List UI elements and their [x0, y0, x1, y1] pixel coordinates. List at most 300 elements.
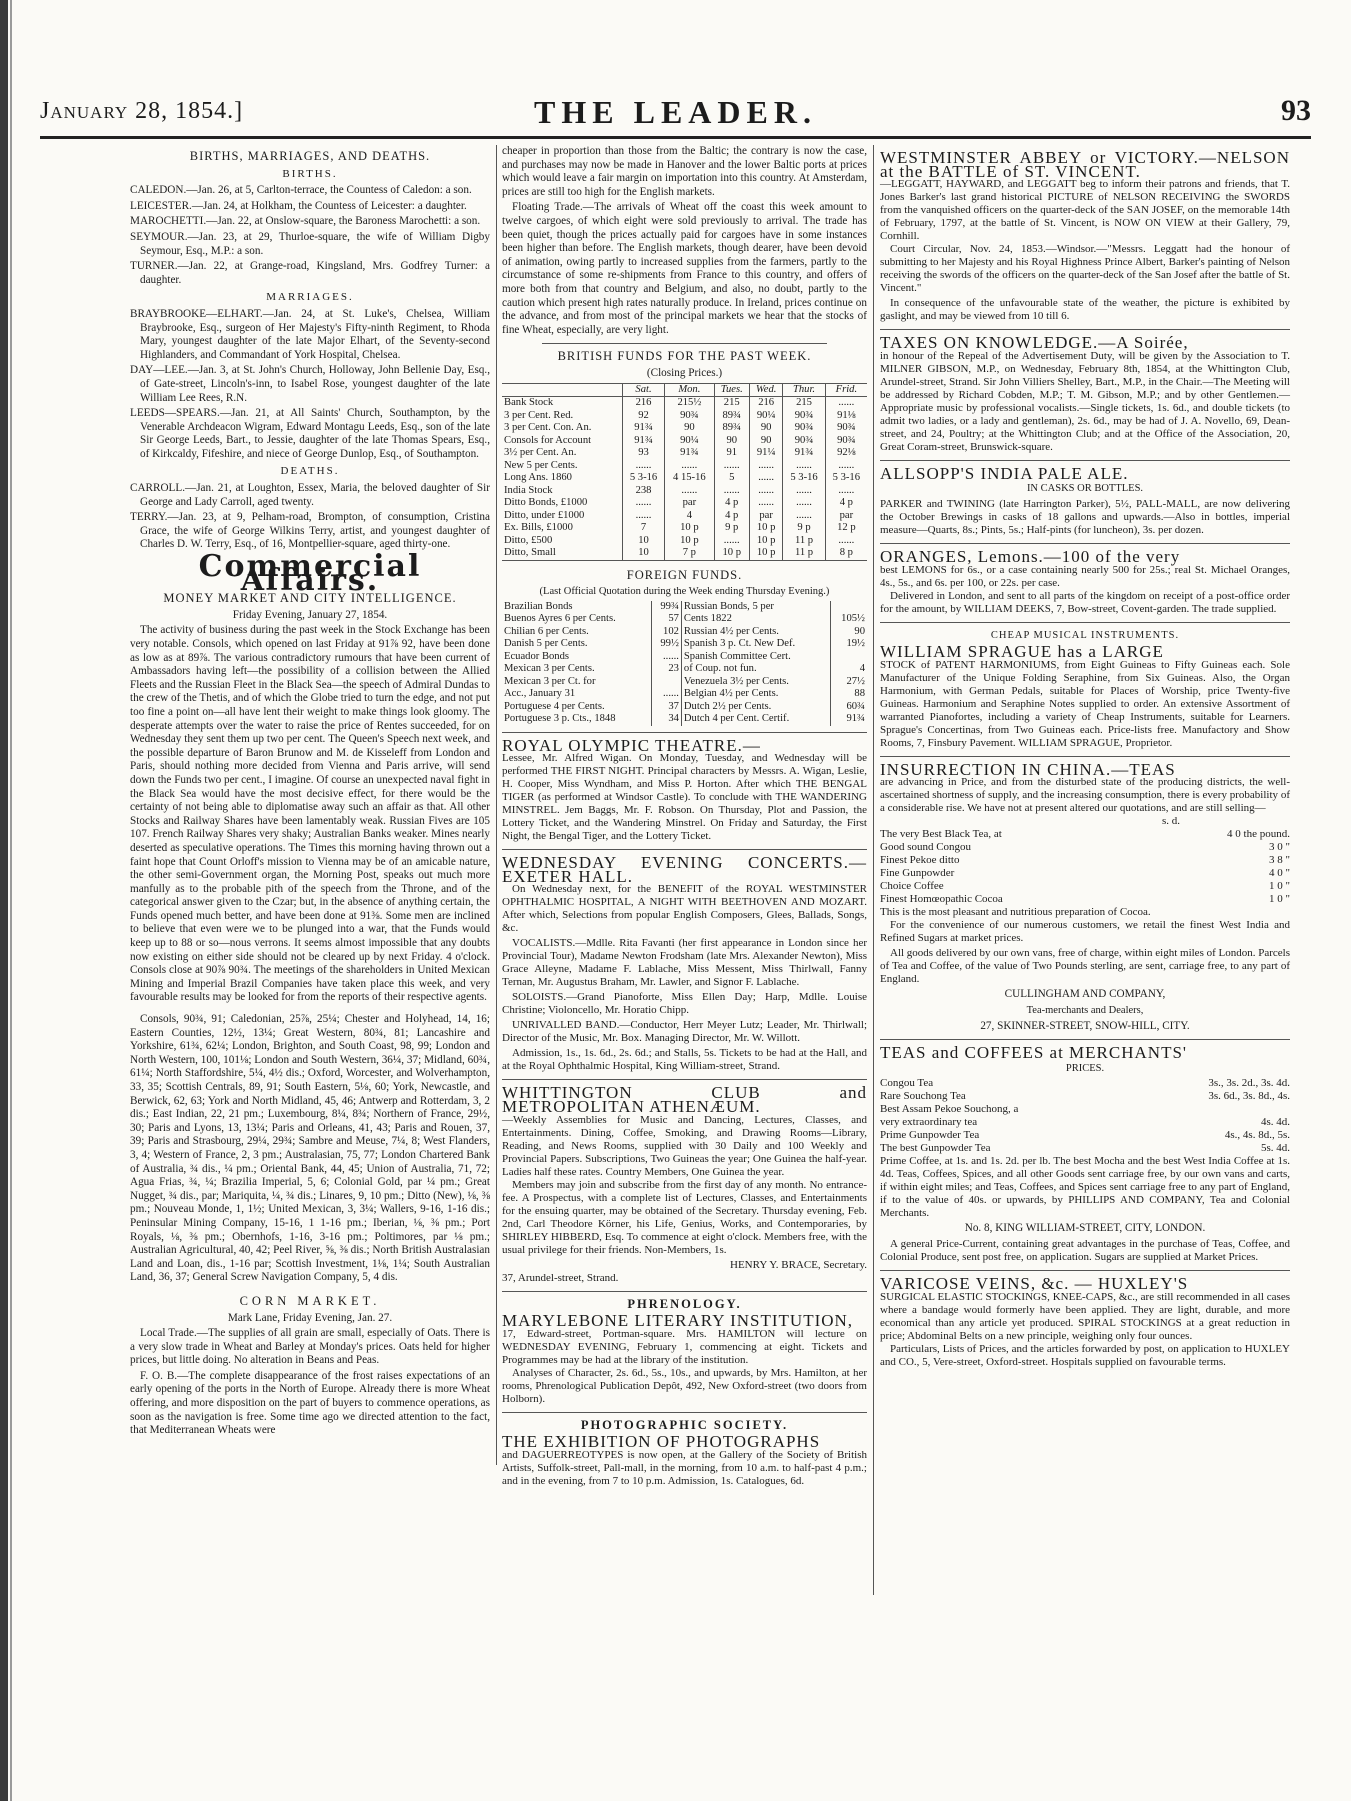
british-funds-subheading: (Closing Prices.): [646, 366, 723, 379]
corn-paragraph: Local Trade.—The supplies of all grain are small, especially of Oats. There is a very slow trade in Wheat and Barley at Monday's prices. Oats held for higher prices, but little doing. No alteration in Beans and Peas.: [130, 1327, 490, 1367]
ad-heading: PHOTOGRAPHIC SOCIETY.: [580, 1417, 789, 1432]
table-row: [502, 485, 867, 498]
table-cell: 4 p: [714, 510, 749, 523]
table-cell: 11 p: [783, 547, 825, 560]
table-cell: ......: [714, 535, 749, 548]
column-divider: [496, 145, 497, 1465]
table-cell: ......: [651, 651, 681, 664]
ad-heading: PHRENOLOGY.: [627, 1296, 742, 1311]
table-column-header: Tues.: [714, 383, 749, 397]
binding-edge-line: [10, 0, 12, 1801]
china-price-list: [880, 828, 1290, 906]
table-cell: Mexican 3 per Ct. for: [502, 676, 651, 689]
table-cell: 215: [714, 397, 749, 410]
company-address: 27, SKINNER-STREET, SNOW-HILL, CITY.: [980, 1019, 1190, 1032]
table-cell: Ditto, Small: [504, 547, 556, 558]
table-cell: 10 p: [749, 522, 782, 535]
table-cell: ......: [825, 485, 867, 498]
ad-title: ALLSOPP'S INDIA PALE ALE.: [880, 463, 1129, 483]
price-row: [880, 854, 1290, 867]
table-cell: 89¾: [714, 410, 749, 423]
table-cell: 10 p: [665, 522, 714, 535]
table-cell: 7: [622, 522, 664, 535]
ad-body: All goods delivered by our own vans, free of charge, within eight miles of London. Parcels of Tea and Coffee, of the value of Two Pounds sterling, are sent, carriage free, to any part of England.: [880, 947, 1290, 986]
separator: [880, 1270, 1290, 1271]
table-cell: 5 3-16: [825, 472, 867, 485]
table-cell: ......: [714, 485, 749, 498]
table-cell: Brazilian Bonds: [502, 601, 651, 614]
ad-signature: HENRY Y. BRACE, Secretary.: [730, 1258, 867, 1271]
ad-allsopp-ale: [880, 463, 1290, 537]
table-cell: 10 p: [714, 547, 749, 560]
table-cell: Venezuela 3½ per Cents.: [681, 676, 830, 689]
table-column-header: Sat.: [622, 383, 664, 397]
table-cell: 90¾: [825, 435, 867, 448]
table-cell: Consols for Account: [504, 434, 592, 446]
column-2: [502, 145, 867, 1488]
table-cell: ......: [749, 485, 782, 498]
table-cell: 10: [622, 535, 664, 548]
ad-body: Analyses of Character, 2s. 6d., 5s., 10s., and upwards, by Mrs. Hamilton, at her rooms, Phrenological Publication Depôt, 492, New Oxford-street (two doors from Holborn).: [502, 1366, 867, 1405]
table-cell: of Coup. not fun.: [681, 663, 830, 676]
table-cell: 3 per Cent. Red.: [504, 409, 574, 421]
table-cell: 90¼: [749, 410, 782, 423]
price-item: Finest Pekoe ditto: [880, 854, 960, 867]
price-item: Finest Homœopathic Cocoa: [880, 893, 1003, 906]
table-cell: Dutch 4 per Cent. Certif.: [681, 713, 830, 726]
ad-title: TAXES ON KNOWLEDGE.—A Soirée,: [880, 333, 1189, 353]
birth-entry: LEICESTER.—Jan. 24, at Holkham, the Countess of Leicester: a daughter.: [130, 199, 467, 212]
price-value: 4 0 the pound.: [1227, 828, 1290, 841]
table-cell: [651, 676, 681, 689]
table-column-header: Thur.: [783, 383, 825, 397]
ad-body: SOLOISTS.—Grand Pianoforte, Miss Ellen Day; Harp, Mdlle. Louise Christine; Violoncello, Mr. Horatio Chipp.: [502, 991, 867, 1017]
floating-trade-paragraph: Floating Trade.—The arrivals of Wheat off the coast this week amount to twelve cargoes, of which eight were sold previously to arrival. The trade has been quiet, though the prices actually paid for cargoes have in some instances been higher than before. The English markets, though dearer, have been devoid of animation, owing partly to increased supplies from the farmers, partly to the circumstance of some re-shipments from France to this country, and offers of more both from that country and Belgium, and also, no doubt, partly to the caution which present high rates naturally produce. In Ireland, prices continue on the advance, and from most of the principal markets we hear that the stocks of fine Wheat, especially, are very light.: [502, 201, 867, 336]
table-cell: 91: [714, 447, 749, 460]
price-item: Good sound Congou: [880, 841, 972, 854]
table-row: [502, 663, 867, 676]
table-cell: 4 p: [714, 497, 749, 510]
corn-dateline: Mark Lane, Friday Evening, Jan. 27.: [227, 1311, 393, 1324]
ad-body: are advancing in Price, and from the disturbed state of the producing districts, the well-ascertained shortness of supply, and the increasing consumption, there is every probability of a considerable rise. We have not at present altered our quotations, and are still selling—: [880, 776, 1290, 815]
table-row: [502, 535, 867, 548]
foreign-funds-body: [502, 601, 867, 726]
corn-market-heading: CORN MARKET.: [239, 1293, 381, 1308]
issue-date: January 28, 1854.]: [40, 98, 244, 124]
table-column-header: Wed.: [749, 383, 782, 397]
birth-entry: MAROCHETTI.—Jan. 22, at Onslow-square, the Baroness Marochetti: a son.: [130, 215, 481, 228]
table-column-header: [502, 383, 622, 397]
company-description: Tea-merchants and Dealers,: [1026, 1004, 1144, 1016]
price-value: 3 0 ": [1269, 841, 1290, 854]
table-row: [502, 422, 867, 435]
ad-title: VARICOSE VEINS, &c. — HUXLEY'S: [880, 1273, 1189, 1293]
table-cell: Bank Stock: [504, 397, 554, 408]
table-cell: Portuguese 4 per Cents.: [502, 701, 651, 714]
table-cell: ......: [622, 497, 664, 510]
table-row: [502, 701, 867, 714]
ad-body: A general Price-Current, containing great advantages in the purchase of Teas, Coffee, and Colonial Produce, sent post free, on application. Sugars are supplied at Market Prices.: [880, 1237, 1290, 1263]
table-cell: Ecuador Bonds: [502, 651, 651, 664]
table-row: [502, 510, 867, 523]
ad-body: Delivered in London, and sent to all parts of the kingdom on receipt of a post-office order for the amount, by WILLIAM DEEKS, 7, Bow-street, Covent-garden. The trade supplied.: [880, 589, 1290, 615]
british-funds-table: [502, 383, 867, 561]
marriage-entry: DAY—LEE.—Jan. 3, at St. John's Church, Holloway, John Bellenie Day, Esq., of Gate-street, Lincoln's-inn, to Isabel Rose, youngest daughter of the late William Lee Rees, R.N.: [130, 364, 490, 404]
table-cell: 91⅛: [825, 410, 867, 423]
ad-body: SURGICAL ELASTIC STOCKINGS, KNEE-CAPS, &c., are still recommended in all cases where a bandage would formerly have been applied. They are light, durable, and more economical than any article yet produced. SPIRAL STOCKINGS at a great reduction in price; Abdominal Belts on a new principle, weighing only four ounces.: [880, 1290, 1290, 1342]
separator: [880, 1039, 1290, 1040]
ad-title: MARYLEBONE LITERARY INSTITUTION,: [502, 1311, 854, 1331]
table-row: [502, 472, 867, 485]
ad-body: best LEMONS for 6s., or a case containing nearly 500 for 25s.; real St. Michael Oranges, 4s., 5s., and 6s. per 100, or 22s. per case.: [880, 563, 1290, 589]
ad-body: Admission, 1s., 1s. 6d., 2s. 6d.; and Stalls, 5s. Tickets to be had at the Hall, and at the Royal Ophthalmic Hospital, King William-street, Strand.: [502, 1047, 867, 1073]
table-row: [502, 601, 867, 614]
table-cell: ......: [783, 497, 825, 510]
table-cell: 34: [651, 713, 681, 726]
ad-sprague-instruments: [880, 629, 1290, 750]
money-dateline: Friday Evening, January 27, 1854.: [232, 608, 388, 621]
table-cell: 23: [651, 663, 681, 676]
separator: [880, 329, 1290, 330]
table-cell: 4 p: [825, 497, 867, 510]
price-item: The very Best Black Tea, at: [880, 828, 1002, 841]
table-cell: 5: [714, 472, 749, 485]
ad-subtitle: IN CASKS OR BOTTLES.: [1026, 483, 1144, 495]
table-cell: 90¾: [783, 410, 825, 423]
cocoa-note: This is the most pleasant and nutritious preparation of Cocoa.: [880, 906, 1151, 919]
newspaper-title: THE LEADER.: [534, 94, 817, 130]
british-funds-body: [502, 397, 867, 561]
table-cell: 92: [622, 410, 664, 423]
tea-price-list: [880, 1077, 1290, 1155]
table-cell: ......: [783, 460, 825, 473]
ad-title: INSURRECTION IN CHINA.—TEAS: [880, 759, 1176, 779]
ad-insurrection-china-teas: [880, 759, 1290, 1033]
separator: [880, 622, 1290, 623]
table-cell: 9 p: [783, 522, 825, 535]
column-divider: [873, 145, 874, 1595]
price-row: [880, 1090, 1290, 1103]
foreign-funds-heading: FOREIGN FUNDS.: [626, 567, 743, 582]
table-cell: 99¾: [651, 601, 681, 614]
table-row: [502, 547, 867, 560]
table-cell: 90: [749, 435, 782, 448]
table-cell: ......: [665, 460, 714, 473]
table-cell: ......: [651, 688, 681, 701]
ad-address: 37, Arundel-street, Strand.: [502, 1271, 619, 1284]
table-cell: 91¾: [622, 422, 664, 435]
ad-body: In consequence of the unfavourable state of the weather, the picture is exhibited by gaslight, and may be viewed from 10 till 6.: [880, 297, 1290, 323]
table-cell: India Stock: [504, 484, 553, 496]
table-cell: 90¾: [825, 422, 867, 435]
table-cell: 91¾: [846, 713, 865, 725]
table-column-header: Mon.: [665, 383, 714, 397]
table-cell: 238: [622, 485, 664, 498]
ad-title: ORANGES, Lemons.—100 of the very: [880, 546, 1181, 566]
births-heading: BIRTHS.: [282, 167, 338, 180]
table-cell: 4 15-16: [665, 472, 714, 485]
separator: [502, 1291, 867, 1292]
company-name: CULLINGHAM AND COMPANY,: [1004, 988, 1166, 1001]
table-row: [502, 460, 867, 473]
ad-title: WILLIAM SPRAGUE has a LARGE: [880, 642, 1164, 662]
table-cell: Cents 1822: [681, 613, 830, 626]
table-cell: ......: [665, 485, 714, 498]
table-cell: 57: [651, 613, 681, 626]
table-row: [502, 613, 867, 626]
table-cell: 10 p: [749, 547, 782, 560]
section-heading-bmd: BIRTHS, MARRIAGES, AND DEATHS.: [189, 149, 431, 163]
table-cell: 8 p: [825, 547, 867, 560]
ad-title: WEDNESDAY EVENING CONCERTS.—EXETER HALL.: [502, 853, 867, 886]
ad-teas-coffees: [880, 1043, 1290, 1264]
price-row: [880, 1077, 1290, 1090]
ad-subtitle: PRICES.: [1065, 1062, 1105, 1074]
marriage-entry: BRAYBROOKE—ELHART.—Jan. 24, at St. Luke's, Chelsea, William Braybrooke, Esq., surgeon of Her Majesty's Fifty-ninth Regiment, to Rhoda Mary, youngest daughter of the late Major Elhart, of the Seventy-second Highlanders, and Commandant of York Hospital, Chelsea.: [130, 307, 490, 361]
table-cell: Portuguese 3 p. Cts., 1848: [502, 713, 651, 726]
table-cell: 7 p: [665, 547, 714, 560]
table-cell: 60¾: [846, 700, 865, 712]
table-cell: Acc., January 31: [502, 688, 651, 701]
share-prices-paragraph: Consols, 90¾, 91; Caledonian, 25⅞, 25¼; Chester and Holyhead, 14, 16; Eastern Counties, 12½, 13¼; Great Western, 80¾, 81; Lancashire and Yorkshire, 61¾, 62¼; London, Brighton, and South Coast, 98, 99; London and North Western, 100, 101⅛; London and South Western, 36¼, 37; Midland, 60¾, 61¼; North Staffordshire, 5¼, 4½ dis.; Oxford, Worcester, and Wolverhampton, 33, 35; Scottish Centrals, 89, 91; South Eastern, 5⅛, 60; York, Newcastle, and Berwick, 62, 63; York and North Midland, 45, 46; Antwerp and Rotterdam, 3, 2 dis.; East Indian, 22, 21 pm.; Luxembourg, 8¼, 8¾; Northern of France, 29½, 30; Paris and Lyons, 13, 13¼; Paris and Orleans, 41, 43; Paris and Rouen, 37, 39; Paris and Strasbourg, 29¼, 29¾; Sambre and Meuse, 7¼, 8; West Flanders, 3, 4; Western of France, 2, 3 pm.; Australasian, 75, 77; London Chartered Bank of Australia, ¾ dis., ¼ pm.; Oriental Bank, 44, 45; Union of Australia, 71, 72; Agua Frias, ¾, ¼; Brazilia Imperial, 5, 6; Colonial Gold, par ¼ pm.; Great Nugget, ¾ dis., par; Mariquita, ¼, ¾ dis.; Linares, 9, 10 pm.; Ditto (New), ⅛, ⅜ pm.; Nouveau Monde, 1, 1½; United Mexican, 3, 3¼; Wallers, 9-16, 1-16 dis.; Peninsular Mining Company, 15-16, 1 1-16 pm.; Iberian, ⅛, ⅜ pm.; Port Royals, ⅛, ⅜ pm.; Obernhofs, 1-16, 3-16 pm.; Poltimores, par ⅛ pm.; Australian Agricultural, 40, 42; Peel River, ⅝, ⅜ dis.; North British Australasian Land and Loan, dis., 1-16 par; Scottish Investment, 1⅛, 1¼; South Australian Land, 36, 37; General Screw Navigation Company, 5, 4 dis.: [130, 1013, 490, 1284]
table-cell: 216: [622, 397, 664, 410]
table-cell: Russian Bonds, 5 per: [681, 601, 830, 614]
table-cell: 90: [749, 422, 782, 435]
table-cell: 37: [651, 701, 681, 714]
table-cell: Dutch 2½ per Cents.: [681, 701, 830, 714]
ad-whittington-club: [502, 1083, 867, 1284]
price-row: [880, 1129, 1290, 1142]
masthead-rule: [40, 136, 1311, 139]
price-column-header: [880, 815, 1290, 828]
table-row: [502, 447, 867, 460]
table-cell: ......: [714, 460, 749, 473]
table-cell: 92⅛: [825, 447, 867, 460]
ad-heading: CHEAP MUSICAL INSTRUMENTS.: [990, 629, 1180, 641]
table-cell: Ditto, under £1000: [504, 509, 585, 521]
price-value: 4s., 4s. 8d., 5s.: [1224, 1129, 1290, 1142]
price-row: [880, 1142, 1290, 1155]
price-unit-label: s. d.: [1161, 815, 1180, 828]
table-row: [502, 397, 867, 410]
price-row: [880, 880, 1290, 893]
separator: [502, 1079, 867, 1080]
table-cell: 90¼: [665, 435, 714, 448]
price-item: Prime Gunpowder Tea: [880, 1129, 980, 1142]
death-entry: TERRY.—Jan. 23, at 9, Pelham-road, Brompton, of consumption, Cristina Grace, the wife of George Wilkins Terry, artist, and youngest daughter of Charles D. W. Terry, Esq., of 16, Montpellier-square, aged thirty-one.: [130, 511, 490, 551]
table-row: [502, 638, 867, 651]
table-row: [502, 410, 867, 423]
ad-body: 17, Edward-street, Portman-square. Mrs. HAMILTON will lecture on WEDNESDAY EVENING, February 1, commencing at eight. Tickets and Programmes may be had at the library of the institution.: [502, 1327, 867, 1366]
table-cell: New 5 per Cents.: [504, 459, 578, 471]
table-cell: 88: [854, 688, 865, 700]
table-cell: Danish 5 per Cents.: [502, 638, 651, 651]
table-cell: ......: [825, 535, 867, 548]
table-cell: 3 per Cent. Con. An.: [504, 422, 592, 433]
corn-paragraph: F. O. B.—The complete disappearance of the frost raises expectations of an early opening of the ports in the North of Europe. Already there is more Wheat offering, and more disposition on the part of buyers to commence operations, as soon as the navigation is free. Some time ago we directed attention to the fact, that Mediterranean Wheats were: [130, 1369, 490, 1437]
ad-photographic-society: [502, 1419, 867, 1488]
price-value: 3 8 ": [1269, 854, 1290, 867]
table-cell: Spanish 3 p. Ct. New Def.: [681, 638, 830, 651]
table-row: [502, 676, 867, 689]
money-market-heading: MONEY MARKET AND CITY INTELLIGENCE.: [163, 591, 457, 606]
table-column-header: Frid.: [825, 383, 867, 397]
table-cell: 10 p: [665, 535, 714, 548]
table-cell: 215: [783, 397, 825, 410]
price-value: 1 0 ": [1269, 893, 1290, 906]
ad-title: ROYAL OLYMPIC THEATRE.—: [502, 735, 761, 755]
table-cell: 91¾: [783, 447, 825, 460]
price-row: [880, 893, 1290, 906]
ad-body: On Wednesday next, for the BENEFIT of the ROYAL WESTMINSTER OPHTHALMIC HOSPITAL, A NIGHT WITH BEETHOVEN AND MOZART. After which, Selections from popular English Composers, Glees, Ballads, Songs, &c.: [502, 883, 867, 935]
ad-body: and DAGUERREOTYPES is now open, at the Gallery of the Society of British Artists, Suffolk-street, Pall-mall, in the morning, from 10 a.m. to half-past 4 p.m.; and in the evening, from 7 to 10 p.m. Admission, 1s. Catalogues, 6d.: [502, 1449, 867, 1488]
table-cell: 90¾: [783, 422, 825, 435]
table-cell: Belgian 4½ per Cents.: [681, 688, 830, 701]
table-cell: 90¾: [665, 410, 714, 423]
separator: [880, 543, 1290, 544]
table-cell: 4: [859, 663, 865, 675]
price-item: Best Assam Pekoe Souchong, a: [880, 1103, 1019, 1116]
table-row: [502, 688, 867, 701]
ad-varicose-veins: [880, 1273, 1290, 1369]
table-cell: par: [825, 510, 867, 523]
price-item: Choice Coffee: [880, 880, 944, 893]
table-row: [502, 497, 867, 510]
table-cell: ......: [783, 510, 825, 523]
price-row: [880, 841, 1290, 854]
corn-continued-paragraph: cheaper in proportion than those from the Baltic; the contrary is now the case, and purchases may now be made in Hanover and the lower Baltic ports at prices which would leave a fair margin on importation into this country. At Amsterdam, prices are still too high for the English markets.: [502, 145, 867, 198]
foreign-funds-table: [502, 601, 867, 726]
death-entry: CARROLL.—Jan. 21, at Loughton, Essex, Maria, the beloved daughter of Sir George and Lady Carroll, aged twenty.: [130, 482, 490, 508]
table-cell: 216: [749, 397, 782, 410]
separator: [502, 1412, 867, 1413]
price-row: [880, 1103, 1290, 1116]
table-cell: 99½: [651, 638, 681, 651]
ad-taxes-on-knowledge: [880, 333, 1290, 454]
table-cell: 215½: [665, 397, 714, 410]
price-item: Fine Gunpowder: [880, 867, 955, 880]
ad-wednesday-concerts: [502, 853, 867, 1073]
table-cell: 12 p: [825, 522, 867, 535]
table-cell: 11 p: [783, 535, 825, 548]
table-cell: ......: [783, 485, 825, 498]
deaths-heading: DEATHS.: [280, 465, 340, 478]
table-cell: 90¾: [783, 435, 825, 448]
table-cell: ......: [749, 460, 782, 473]
price-row: [880, 867, 1290, 880]
price-item: Rare Souchong Tea: [880, 1090, 966, 1103]
british-funds-heading: BRITISH FUNDS FOR THE PAST WEEK.: [557, 349, 812, 364]
table-cell: Spanish Committee Cert.: [681, 651, 830, 664]
price-value: 5s. 4d.: [1260, 1142, 1290, 1155]
table-cell: par: [665, 497, 714, 510]
price-item: very extraordinary tea: [880, 1116, 978, 1129]
table-cell: Mexican 3 per Cents.: [502, 663, 651, 676]
page-number: 93: [1281, 94, 1311, 127]
price-value: 3s. 6d., 3s. 8d., 4s.: [1208, 1090, 1290, 1103]
ad-body: For the convenience of our numerous customers, we retail the finest West India and Refined Sugars at market prices.: [880, 919, 1290, 945]
table-cell: 19½: [846, 638, 865, 650]
table-cell: 4: [665, 510, 714, 523]
table-row: [502, 522, 867, 535]
separator: [542, 343, 827, 344]
table-cell: ......: [825, 460, 867, 473]
table-cell: 89¾: [714, 422, 749, 435]
separator: [880, 756, 1290, 757]
table-cell: ......: [622, 510, 664, 523]
table-cell: par: [749, 510, 782, 523]
table-cell: Buenos Ayres 6 per Cents.: [502, 613, 651, 626]
table-cell: 102: [651, 626, 681, 639]
masthead: [40, 88, 1311, 138]
table-cell: Chilian 6 per Cents.: [502, 626, 651, 639]
marriages-heading: MARRIAGES.: [266, 291, 354, 304]
binding-edge: [0, 0, 8, 1801]
table-cell: 105½: [841, 613, 865, 625]
table-cell: [831, 601, 867, 614]
table-cell: ......: [622, 460, 664, 473]
table-row: [502, 651, 867, 664]
ad-olympic-theatre: [502, 735, 867, 844]
table-cell: 10: [622, 547, 664, 560]
separator: [502, 732, 867, 733]
foreign-funds-subheading: (Last Official Quotation during the Week ending Thursday Evening.): [539, 586, 830, 598]
table-cell: ......: [749, 472, 782, 485]
price-item: The best Gunpowder Tea: [880, 1142, 991, 1155]
ad-oranges: [880, 546, 1290, 616]
table-cell: 10 p: [749, 535, 782, 548]
money-paragraph: The activity of business during the past week in the Stock Exchange has been very notable. Consols, which opened on last Friday at 91⅞ 92, have been done as low as at 89⅞. The various contradictory rumours that have been current of Ambassadors having left—the possibility of a collision between the Allied Fleets and the Russian Fleet in the Black Sea—the speech of Admiral Dundas to the crew of the Thetis, and of which the Globe tried to turn the edge, and not put too fine a point on—all have lent their weight to make things look gloomy. The desperate attempts over the water to raise the price of Rentes succeeded, for on Wednesday they sent them up two per cent. The Queen's Speech next week, and the possible departure of Baron Brunow and M. de Kisseleff from London and Paris, should nothing more decided from Vienna and Paris arrive, will send down the Funds two per cent., I imagine. Of course an unexpected naval fight in the Black Sea would have the most decisive effect, for there would be the certainty of not being able to diplomatise away such an affair as that. All other Stocks and Railway Shares have been lamentably weak. Russian Fives are 105 107. French Railway Shares very shaky; Australian Banks weaker. Mines nearly deserted as speculative operations. The Times this morning having thrown out a faint hope that Count Orloff's mission to Vienna may be of an amicable nature, the other semi-Government organ, the Morning Post, speaks out much more manfully as to the probable pith of the speech from the Throne, and of the categorical answer given to the Czar; but, in the absence of anything certain, the Funds opened much better, and have been done at 91⅜. Some men are inclined to believe that even were we to be plunged into a war, that the Funds would keep up to 88 or so—nous verrons. It seems almost impossible that any doubts now existing on either side should not be cleared up by next Friday. 4 o'clock. Consols close at 90⅞ 90¾. The meetings of the shareholders in United Mexican Mining and Imperial Brazil Companies have taken place this week, and very favourable results may be looked for from the reports of their respective agents.: [130, 624, 490, 1004]
table-row: [502, 713, 867, 726]
separator: [880, 460, 1290, 461]
table-cell: Russian 4½ per Cents.: [681, 626, 830, 639]
table-cell: 27½: [846, 675, 865, 687]
column-1: [130, 145, 490, 1585]
table-cell: Long Ans. 1860: [504, 472, 572, 483]
marriage-entry: LEEDS—SPEARS.—Jan. 21, at All Saints' Church, Southampton, by the Venerable Archdeacon Wigram, Edward Montagu Leeds, Esq., son of the late Sir George Leeds, Bart., to Jessie, daughter of the late Thomas Spears, Esq., of Kirkcaldy, Fifeshire, and niece of George Dunlop, Esq., of Southampton.: [130, 407, 490, 460]
table-row: [502, 435, 867, 448]
ad-body: in honour of the Repeal of the Advertisement Duty, will be given by the Association to T. MILNER GIBSON, M.P., on Wednesday, February 8th, 1854, at the Whittington Club, Arundel-street, Strand. Sir John Villiers Shelley, Bart., M.P., in the Chair.—The Meeting will be addressed by Richard Cobden, M.P.; T. M. Gibson, M.P.; and by other Gentlemen.—Appropriate music by professional vocalists.—Single tickets, 1s. 6d., and double tickets (to admit two ladies, or a lady and gentleman), 2s. 6d., may be had of J. A. Novello, 69, Dean-street, and 24, Poultry; at the Whittington Club; and at the Office of the Association, 20, Great Coram-street, Brunswick-square.: [880, 349, 1290, 453]
ad-title: WESTMINSTER ABBEY or VICTORY.—NELSON at the BATTLE of ST. VINCENT.: [880, 148, 1290, 181]
ad-title: THE EXHIBITION OF PHOTOGRAPHS: [502, 1432, 821, 1452]
price-value: 4 0 ": [1269, 867, 1290, 880]
ad-westminster-abbey: [880, 148, 1290, 323]
table-cell: ......: [749, 497, 782, 510]
table-cell: [831, 651, 867, 664]
birth-entry: TURNER.—Jan. 22, at Grange-road, Kingsland, Mrs. Godfrey Turner: a daughter.: [130, 260, 490, 286]
birth-entry: SEYMOUR.—Jan. 23, at 29, Thurloe-square, the wife of William Digby Seymour, Esq., M.P.: a son.: [130, 230, 490, 257]
company-address: No. 8, KING WILLIAM-STREET, CITY, LONDON.: [964, 1222, 1206, 1235]
table-row: [502, 626, 867, 639]
table-cell: 90: [854, 625, 865, 637]
ad-body: Members may join and subscribe from the first day of any month. No entrance-fee. A Prospectus, with a complete list of Lectures, Classes, and Entertainments for the ensuing quarter, may be obtained of the Secretary. Thursday evening, Feb. 2nd, Carl Theodore Körner, his Life, Genius, Works, and Contemporaries, by SHIRLEY HIBBERD, Esq. To commence at eight o'clock. Members free, with the usual privilege for their friends. Non-Members, 1s.: [502, 1178, 867, 1256]
ad-body: UNRIVALLED BAND.—Conductor, Herr Meyer Lutz; Leader, Mr. Thirlwall; Director of the Music, Mr. Box. Managing Director, Mr. W. Willott.: [502, 1019, 867, 1045]
ad-body: PARKER and TWINING (late Harrington Parker), 5½, PALL-MALL, are now delivering the October Brewings in casks of 18 gallons and upwards.—Also in bottles, imperial measure—Quarts, 8s.; Pints, 5s.; Half-pints (for luncheon), 3s. per dozen.: [880, 497, 1290, 536]
table-cell: 91¼: [749, 447, 782, 460]
ad-title: WHITTINGTON CLUB and METROPOLITAN ATHENÆUM.: [502, 1083, 867, 1117]
price-row: [880, 828, 1290, 841]
birth-entry: CALEDON.—Jan. 26, at 5, Carlton-terrace, the Countess of Caledon: a son.: [130, 184, 472, 197]
table-cell: 93: [622, 447, 664, 460]
table-cell: 3½ per Cent. An.: [504, 447, 577, 458]
separator: [502, 849, 867, 850]
price-row: [880, 1116, 1290, 1129]
column-3: [880, 145, 1290, 1595]
ad-body: STOCK of PATENT HARMONIUMS, from Eight Guineas to Fifty Guineas each. Sole Manufacturer of the Unique Folding Seraphine, from Six Guineas. Also, the Organ Harmonium, with German Pedals, suitable for Places of Worship, price Twenty-five Guineas. Harmonium and Seraphine Notes supplied to order. An extensive Assortment of warranted Pianofortes, including a variety of Cheap Instruments, suitable for Learners. Sprague's Concertinas, from Two Guineas each. Price-lists free. Manufactory and Show Rooms, 7, Finsbury Pavement. WILLIAM SPRAGUE, Proprietor.: [880, 658, 1290, 749]
table-cell: 90: [665, 422, 714, 435]
ad-body: VOCALISTS.—Mdlle. Rita Favanti (her first appearance in London since her Provincial Tour), Madame Newton Frodsham (late Mrs. Alexander Newton), Miss Grace Alleyne, Madame F. Lablache, Miss Messent, Miss Thirlwall, Fanny Ternan, Mr. Augustus Braham, Mr. Lawler, and Signor F. Lablache.: [502, 937, 867, 989]
table-cell: 91¾: [622, 435, 664, 448]
